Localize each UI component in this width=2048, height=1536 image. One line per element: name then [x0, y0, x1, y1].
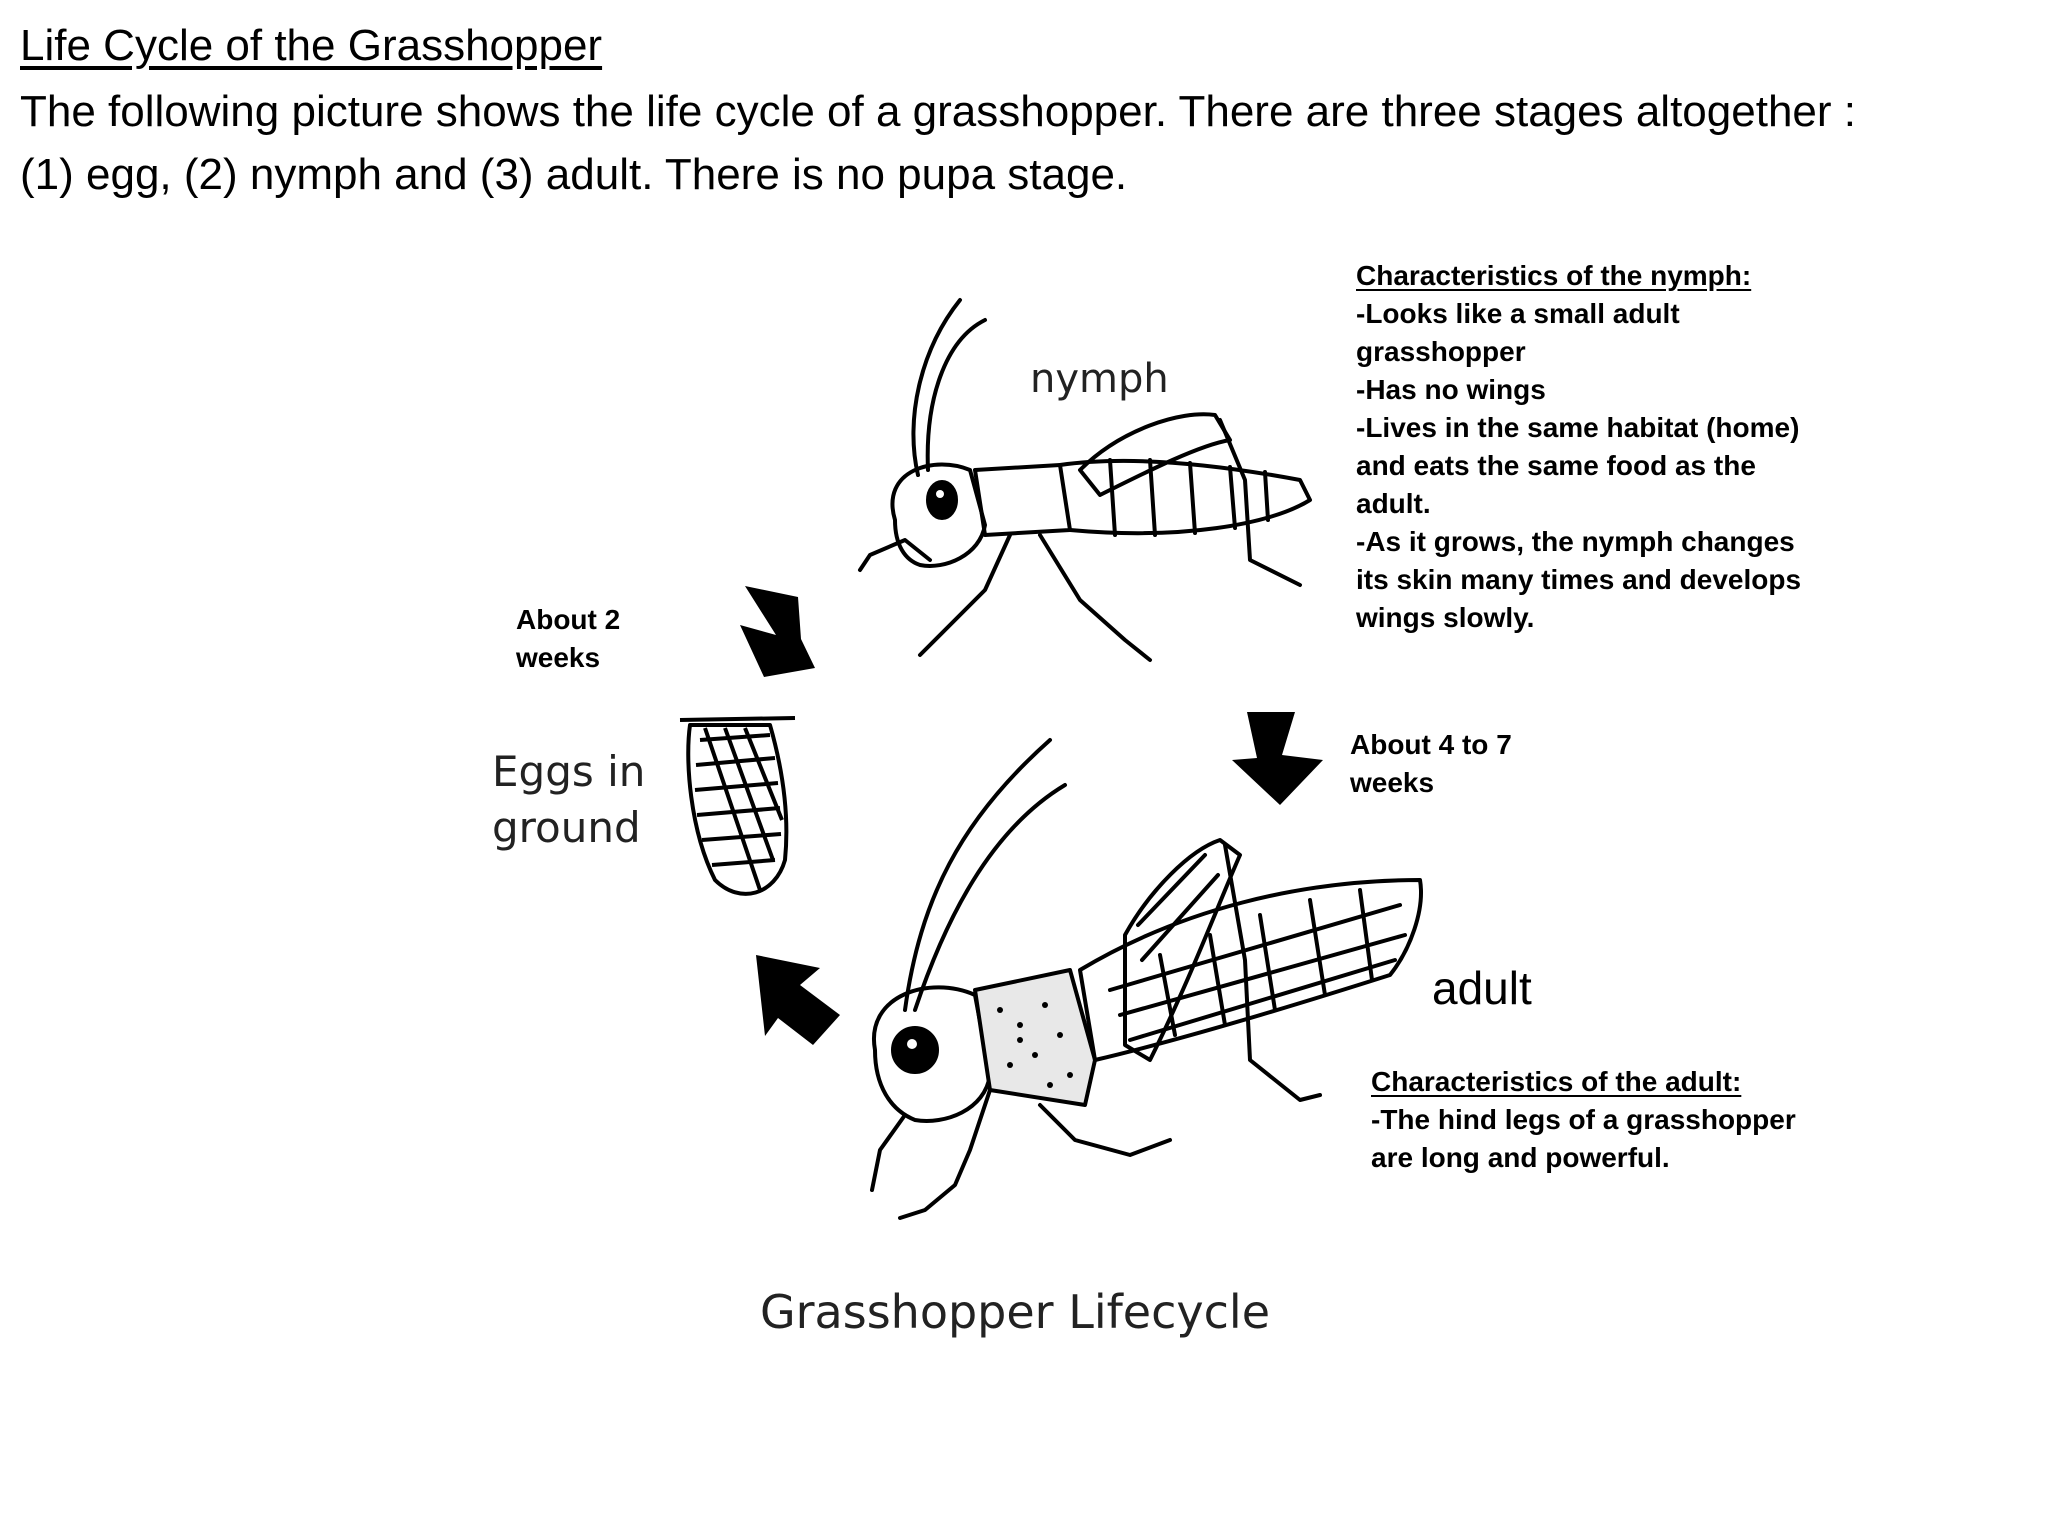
transition-nymph-to-adult-line-2: weeks [1350, 767, 1435, 798]
transition-egg-to-nymph-line-1: About 2 [516, 604, 621, 635]
adult-characteristics [1371, 1063, 1796, 1177]
nymph-characteristics [1356, 257, 1801, 637]
adult-characteristics-line: -The hind legs of a grasshopper [1371, 1104, 1796, 1135]
nymph-characteristics-line: -Has no wings [1356, 374, 1546, 405]
diagram-caption: Grasshopper Lifecycle [760, 1285, 1270, 1339]
nymph-illustration [860, 300, 1310, 660]
arrow-nymph-to-adult [1232, 712, 1323, 805]
intro-line-2: (1) egg, (2) nymph and (3) adult. There is no pupa stage. [20, 150, 1128, 199]
nymph-characteristics-line: its skin many times and develops [1356, 564, 1802, 595]
nymph-figure-label: nymph [1030, 356, 1169, 402]
eggs-figure-label-line-1: Eggs in [492, 747, 646, 796]
nymph-characteristics-line: -Looks like a small adult [1356, 298, 1680, 329]
nymph-characteristics-line: wings slowly. [1356, 602, 1535, 633]
transition-egg-to-nymph [516, 601, 620, 677]
intro-line-1: The following picture shows the life cycle of a grasshopper. There are three stages altogether : [20, 87, 1856, 136]
transition-nymph-to-adult [1350, 726, 1512, 802]
arrow-adult-to-eggs [756, 955, 840, 1045]
transition-nymph-to-adult-line-1: About 4 to 7 [1350, 729, 1512, 760]
egg-pod-illustration [680, 718, 795, 894]
adult-characteristics-line: are long and powerful. [1371, 1142, 1670, 1173]
transition-egg-to-nymph-line-2: weeks [516, 642, 601, 673]
nymph-characteristics-heading: Characteristics of the nymph: [1356, 260, 1752, 291]
adult-label: adult [1432, 962, 1532, 1014]
arrow-eggs-to-nymph [740, 586, 815, 677]
nymph-characteristics-line: adult. [1356, 488, 1431, 519]
nymph-characteristics-line: -Lives in the same habitat (home) [1356, 412, 1800, 443]
nymph-characteristics-line: grasshopper [1356, 336, 1526, 367]
adult-characteristics-heading: Characteristics of the adult: [1371, 1066, 1742, 1097]
slide-title: Life Cycle of the Grasshopper [20, 21, 603, 70]
nymph-characteristics-line: -As it grows, the nymph changes [1356, 526, 1795, 557]
nymph-characteristics-line: and eats the same food as the [1356, 450, 1756, 481]
adult-illustration [872, 740, 1421, 1218]
eggs-figure-label-line-2: ground [492, 803, 641, 852]
